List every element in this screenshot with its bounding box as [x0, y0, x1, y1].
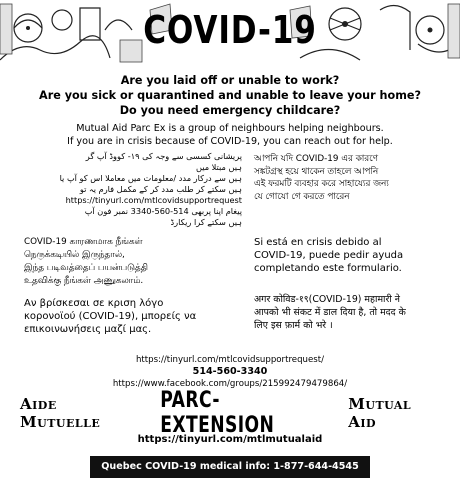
translation-urdu [48, 151, 242, 228]
bengali-line: যে গোযো গে করতে পারেন [254, 191, 350, 202]
translation-spanish [254, 236, 434, 275]
greek-line: Αν βρίσκεσαι σε κριση λόγο [24, 298, 164, 309]
urdu-line: ہیں سکتے کرا ریکارڈ [170, 217, 242, 227]
tamil-line: நெருக்கடியில் இருந்தால், [24, 250, 125, 260]
translation-bengali [254, 153, 434, 203]
question-sick: Are you sick or quarantined and unable to leave your home? [39, 89, 421, 102]
spanish-line: completando este formulario. [254, 263, 402, 274]
urdu-line: ہیں مبتلا میں [195, 162, 242, 172]
bengali-line: আপনি যদি COVID-19 এর কারণে [254, 154, 378, 164]
urdu-line: ہیں سکتے کر طلب مدد کر کے مکمل فارم یہ تو [79, 184, 242, 194]
hindi-line: लिए इस फ़ार्म को भरे । [254, 320, 333, 331]
greek-line: επικοινωνήσεις μαζί μας. [24, 324, 152, 335]
header-illustration [0, 0, 460, 72]
organization-banner [20, 388, 440, 438]
tamil-line: COVID-19 காரணமாக நீங்கள் [24, 237, 143, 247]
medical-info-banner: Quebec COVID-19 medical info: 1-877-644-4545 [90, 456, 370, 478]
contact-links [0, 354, 460, 390]
intro-text [0, 122, 460, 148]
urdu-line: https://tinyurl.com/mtlcovidsupportrequest [65, 195, 242, 205]
greek-line: κορονοϊού (COVID-19), μπορείς να [24, 311, 197, 322]
translation-hindi [254, 293, 439, 332]
urdu-line: ہیں سے درکار مدد /معلومات میں معاملا اس کو آپ یا [59, 173, 242, 183]
org-name-parc-extension: PARC-EXTENSION [159, 388, 274, 438]
request-form-link[interactable]: https://tinyurl.com/mtlcovidsupportrequest/ [135, 355, 325, 365]
spanish-line: Si está en crisis debido al [254, 237, 382, 248]
bengali-line: এই ফরমটি ব্যবহার করে সাহায্যের জন্য [254, 179, 389, 189]
translation-greek [24, 297, 234, 336]
facebook-group-link[interactable]: https://www.facebook.com/groups/215992479479864/ [112, 379, 348, 389]
phone-number: 514-560-3340 [192, 366, 268, 377]
urdu-line: پریشانی کسسی سے وجہ کی ۱۹- کووڈ آپ گر [85, 151, 242, 161]
intro-line-2: If you are in crisis because of COVID-19, you can reach out for help. [67, 136, 393, 147]
intro-line-1: Mutual Aid Parc Ex is a group of neighbours helping neighbours. [76, 123, 384, 134]
questions-block [0, 73, 460, 118]
main-website-link[interactable]: https://tinyurl.com/mtlmutualaid [137, 434, 323, 445]
question-laid-off: Are you laid off or unable to work? [120, 74, 340, 87]
question-childcare: Do you need emergency childcare? [119, 104, 341, 117]
tamil-line: இந்த படிவத்தைப் பயன்படுத்தி [24, 263, 148, 273]
tamil-line: உதவிக்கு நீங்கள் அணுகலாம். [24, 276, 144, 286]
hindi-line: आपको भी संकट में डाल दिया है, तो मदद के [254, 307, 406, 318]
org-name-english: Mutual Aid [348, 395, 412, 431]
hindi-line: अगर कोविड-१९(COVID-19) महामारी ने [254, 294, 400, 305]
org-name-french: Aide Mutuelle [20, 395, 101, 431]
bengali-line: সঙ্কটগ্রস্থ হয়ে থাকেন তাহলে আপনি [254, 166, 379, 177]
page-title: COVID-19 [143, 8, 317, 52]
urdu-line: پیغام اپنا پربھی 514-560-3340 نمبر فون آپ [84, 206, 242, 216]
translation-tamil [24, 236, 234, 288]
spanish-line: COVID-19, puede pedir ayuda [254, 250, 404, 261]
